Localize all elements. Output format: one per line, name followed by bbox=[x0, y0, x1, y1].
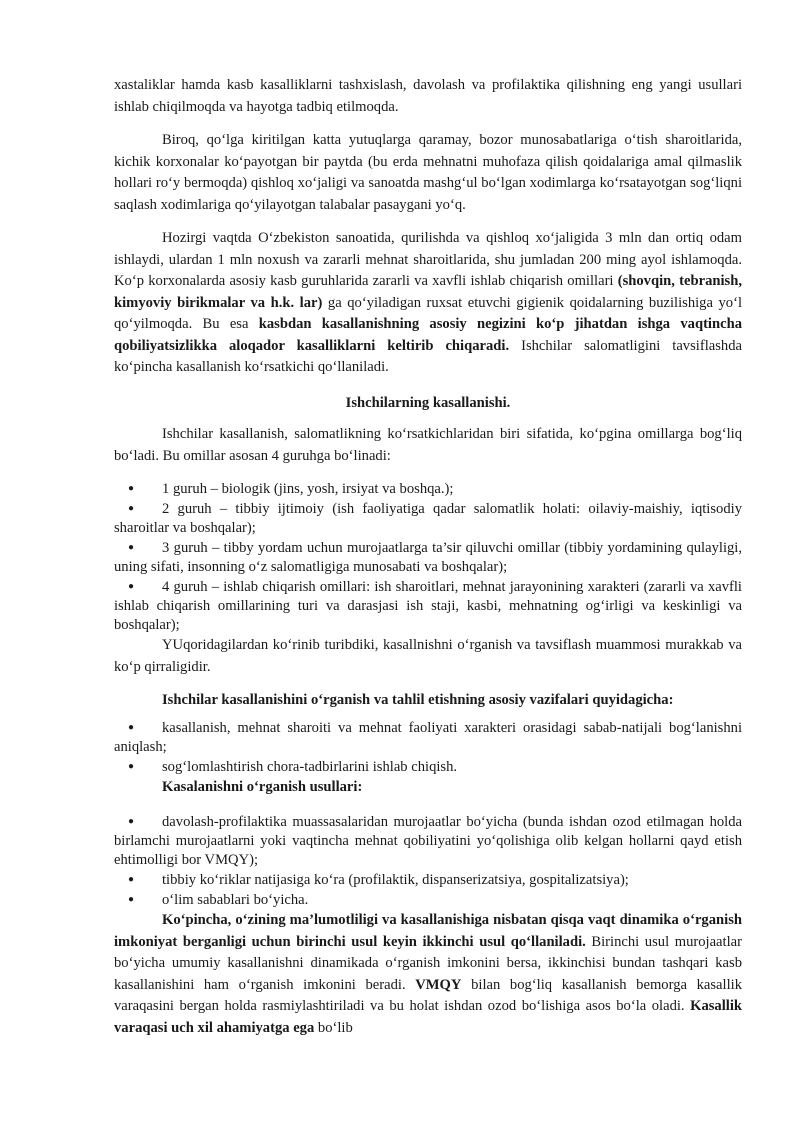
bold-span: Kasallik varaqasi uch xil ahamiyatga ega bbox=[114, 998, 742, 1036]
list-item bbox=[114, 870, 742, 890]
section-heading-tasks: Ishchilar kasallanishini o‘rganish va tahlil etishning asosiy vazifalari quyidagicha: bbox=[162, 692, 674, 708]
bullet-icon: ● bbox=[128, 894, 135, 905]
list-item bbox=[114, 812, 742, 870]
list-item bbox=[114, 890, 742, 910]
list-item bbox=[114, 479, 742, 499]
bullet-icon: ● bbox=[128, 816, 135, 827]
paragraph-conclusion: YUqoridagilardan ko‘rinib turibdiki, kasallnishni o‘rganish va tavsiflash muammosi murakkab va ko‘p qirraligidir. bbox=[114, 637, 742, 675]
text-span: Birinchi usul murojaatlar bo‘yicha umumiy kasallanishni dinamikada o‘rganish imkonini bersa, ikkinchisi bundan tashqari kasb kasallanishini ham o‘rganish imkonini beradi. bbox=[114, 933, 742, 993]
bold-span: (shovqin, tebranish, kimyoviy birikmalar va h.k. lar) bbox=[114, 273, 742, 311]
bold-span: kasbdan kasallanishning asosiy negizini ko‘p jihatdan ishga vaqtincha qobiliyatsizlikka aloqador kasalliklarni keltirib chiqaradi. bbox=[114, 316, 742, 354]
list-item-text: 3 guruh – tibby yordam uchun murojaatlarga ta’sir qiluvchi omillar (tibbiy yordamining qulayligi, uning sifati, insonning o‘z salomatligiga munosabati va boshqalar); bbox=[114, 540, 742, 575]
list-item bbox=[114, 718, 742, 757]
document-page bbox=[114, 75, 742, 1039]
list-item bbox=[114, 538, 742, 577]
bullet-icon: ● bbox=[128, 581, 135, 592]
list-item bbox=[114, 499, 742, 538]
list-item-text: 1 guruh – biologik (jins, yosh, irsiyat va boshqa.); bbox=[162, 481, 454, 497]
list-item-text: 2 guruh – tibbiy ijtimoiy (ish faoliyatiga qadar salomatlik holati: oilaviy-maishiy, iqtisodiy sharoitlar va boshqalar); bbox=[114, 501, 742, 536]
bullet-icon: ● bbox=[128, 874, 135, 885]
list-item-text: kasallanish, mehnat sharoiti va mehnat faoliyati xarakteri orasidagi sabab-natijali bog‘lanishni aniqlash; bbox=[114, 719, 742, 755]
text-span: bo‘lib bbox=[314, 1019, 353, 1036]
bullet-icon: ● bbox=[128, 760, 135, 772]
list-item-text: tibbiy ko‘riklar natijasiga ko‘ra (profilaktik, dispanserizatsiya, gospitalizatsiya); bbox=[162, 872, 629, 888]
bullet-icon: ● bbox=[128, 542, 135, 553]
bullet-icon: ● bbox=[128, 503, 135, 514]
paragraph-achievements: Biroq, qo‘lga kiritilgan katta yutuqlarga qaramay, bozor munosabatlariga o‘tish sharoitlarida, kichik korxonalar ko‘payotgan bir paytda (bu erda mehnatni muhofaza qilish qoidalariga amal qilmaslik hollari ro‘y bermoqda) qishloq xo‘jaligi va sanoatda mashg‘ul bo‘lgan xodimlarga ko‘rsatayotgan sog‘liqni saqlash xodimlariga qo‘yilayotgan talabalar pasaygani yo‘q. bbox=[114, 132, 742, 213]
list-item-text: davolash-profilaktika muassasalaridan murojaatlar bo‘yicha (bunda ishdan ozod etilmagan holda birlamchi murojaatlarni yoki vaqtincha mehnat qobiliyatini yo‘qolishiga olib kelgan hollarni qayd etish ehtimolligi bor VMQY); bbox=[114, 814, 742, 868]
text-span: Ishchilar salomatligini tavsiflashda ko‘pincha kasallanish ko‘rsatkichi qo‘llaniladi. bbox=[114, 337, 742, 375]
paragraph-intro: xastaliklar hamda kasb kasalliklarni tashxislash, davolash va profilaktika qilishning eng yangi usullari ishlab chiqilmoqda va hayotga tadbiq etilmoqda. bbox=[114, 77, 742, 115]
list-item bbox=[114, 577, 742, 635]
paragraph-current-state bbox=[114, 228, 742, 379]
paragraph-methods-usage bbox=[114, 910, 742, 1039]
text-span: ga qo‘yiladigan ruxsat etuvchi gigienik qoidalarning buzilishiga yo‘l qo‘yilmoqda. Bu esa bbox=[114, 294, 742, 332]
bold-span: VMQY bbox=[415, 976, 462, 993]
text-span: bilan bog‘liq kasallanish bemorga kasallik varaqasini bergan holda rasmiylashtiriladi va bu holat ishdan ozod bo‘lishiga asos bo‘la oladi. bbox=[114, 976, 742, 1014]
tasks-list bbox=[114, 718, 742, 777]
methods-list bbox=[114, 812, 742, 910]
section-heading-workers-morbidity: Ishchilarning kasallanishi. bbox=[345, 394, 511, 411]
list-item-text: 4 guruh – ishlab chiqarish omillari: ish sharoitlari, mehnat jarayonining xarakteri (zararli va xavfli ishlab chiqarish omillarining turi va darasjasi ish staji, kasbi, mehnatning og‘irligi va keskinligi va boshqalar); bbox=[114, 579, 742, 633]
factor-groups-list bbox=[114, 479, 742, 635]
paragraph-factors: Ishchilar kasallanish, salomatlikning ko‘rsatkichlaridan biri sifatida, ko‘pgina omillarga bog‘liq bo‘ladi. Bu omillar asosan 4 guruhga bo‘linadi: bbox=[114, 426, 742, 464]
bullet-icon: ● bbox=[128, 483, 135, 494]
list-item-text: sog‘lomlashtirish chora-tadbirlarini ishlab chiqish. bbox=[162, 758, 458, 775]
bullet-icon: ● bbox=[128, 721, 135, 733]
list-item bbox=[114, 757, 742, 777]
section-heading-methods: Kasalanishni o‘rganish usullari: bbox=[162, 778, 363, 795]
bold-span: Ko‘pincha, o‘zining ma’lumotliligi va kasallanishiga nisbatan qisqa vaqt dinamika o‘rganish imkoniyat berganligi uchun birinchi usul keyin ikkinchi usul qo‘llaniladi. bbox=[114, 912, 742, 950]
text-span: Hozirgi vaqtda O‘zbekiston sanoatida, qurilishda va qishloq xo‘jaligida 3 mln dan ortiq odam ishlaydi, ulardan 1 mln noxush va zararli mehnat sharoitlarida, shu jumladan 200 ming ayol ishlamoqda. Ko‘p korxonalarda asosiy kasb guruhlarida zararli va xavfli ishlab chiqarish omillari bbox=[114, 230, 742, 289]
list-item-text: o‘lim sabablari bo‘yicha. bbox=[162, 892, 309, 908]
